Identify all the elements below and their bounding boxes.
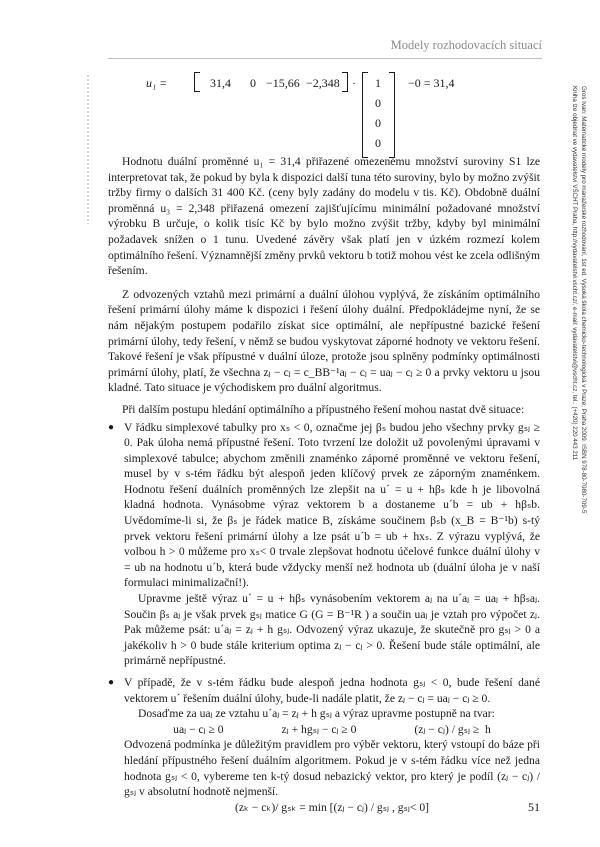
row-bracket-left	[194, 72, 200, 92]
col-value-1: 1	[375, 76, 381, 90]
row-bracket-right	[342, 72, 348, 92]
citation-line-2: Kniha lze objednat ve vydavatelství VŠCHT Praha, http://vydavatelstvi.vscht.cz/, e-mail: vydavatelstvi@vscht.cz, tel.: (+420) 220 443 211	[571, 86, 578, 461]
equation-lhs: u₁ =	[146, 76, 168, 90]
bullet-1-text-2: Upravme ještě výraz u´ = u + hβₛ vynásobením vektorem aⱼ na u´aⱼ = uaⱼ + hβₛaⱼ. Součin βₛ aⱼ je však prvek gₛⱼ matice G (G = B⁻¹R ) a součin uaⱼ je vztah pro výpočet zⱼ. Pak můžeme psát: u´aⱼ = zⱼ + h gₛⱼ. Odvozený výraz ukazuje, že skutečně pro gₛⱼ > 0 a jakékoliv h > 0 bude stále kriterium optima zⱼ − cⱼ > 0. Řešení bude stále optimální, ale primárně nepřípustné.	[124, 592, 540, 668]
row-value-2: 0	[250, 76, 256, 90]
bullet-item-2	[108, 675, 540, 815]
page-number: 51	[528, 800, 540, 814]
paragraph-2: Z odvozených vztahů mezi primární a duální úlohou vyplývá, že získáním optimálního řešení primární úlohy máme k dispozici i řešení úlohy duální. Předpokládejme nyní, že se nám nějakým postupem podařilo získat sice optimální, ale nepřípustné bazické řešení primární úlohy, tedy řešení, v němž se budou vyskytovat záporné hodnoty ve vektoru řešení. Takové řešení je však přípustné v duální úloze, protože jsou splněny podmínky optimálnosti primární úlohy, platí, že všechna zⱼ − cⱼ = c_BB⁻¹aⱼ − cⱼ = uaⱼ − cⱼ ≥ 0 a prvky vektoru u jsou kladné. Tato situace je východiskem pro duální algoritmus.	[108, 287, 540, 395]
bullet-marker: ●	[108, 677, 115, 688]
col-value-2: 0	[375, 96, 381, 110]
citation-sidebar	[550, 86, 590, 586]
bullet-2-final-equation: (zₖ − cₖ)/ gₛₖ = min [(zⱼ − cⱼ) / gₛⱼ , gₛⱼ< 0]	[234, 800, 430, 814]
bullet-2-text-3: Odvozená podmínka je důležitým pravidlem pro výběr vektoru, který vstoupí do báze při hledání přípustného řešení duálním algoritmem. Pokud je v s-tém řádku více než jedna hodnota gₛⱼ < 0, vybereme ten k-tý dosud nebazický vektor, pro který je podíl (zⱼ − cⱼ) / gₛⱼ v absolutní hodnotě nejmenší.	[124, 738, 540, 799]
margin-dot-pattern	[86, 74, 90, 224]
header-rule	[108, 58, 542, 59]
bullet-2-equation-line: uaⱼ − cⱼ ≥ 0 zⱼ + hgₛⱼ − cⱼ ≥ 0 (zⱼ − cⱼ) / gₛⱼ ≥ h	[173, 722, 491, 736]
bullet-marker: ●	[108, 421, 115, 433]
paragraph-3: Při dalším postupu hledání optimálního a přípustného řešení mohou nastat dvě situace:	[122, 402, 525, 416]
row-value-3: −15,66	[266, 76, 300, 90]
running-header: Modely rozhodovacích situací	[390, 38, 542, 52]
dot-operator: ·	[352, 76, 356, 90]
row-value-1: 31,4	[210, 76, 231, 90]
row-value-4: −2,348	[306, 76, 340, 90]
bullet-2-text-1: V případě, že v s-tém řádku bude alespoň jedna hodnota gₛⱼ < 0, bude řešení dané vektorem u´ řešením duální úlohy, bude-li nadále platit, že zⱼ − cⱼ = uaⱼ − cⱼ ≥ 0.	[124, 676, 540, 705]
paragraph-1: Hodnotu duální proměnné u₁ = 31,4 přiřazené omezenému množství suroviny S1 lze interpretovat tak, že pokud by byla k dispozici další tuna této suroviny, bylo by možno zvýšit tržby firmy o dalších 31 400 Kč. (ceny byly zadány do modelu v tis. Kč). Obdobně duální proměnná u₃ = 2,348 přiřazená omezení zajišťujícímu minimální požadované množství výrobku B určuje, o kolik tisíc Kč by bylo možno zvýšit tržby, kdyby byl minimální požadavek snížen o 1 tunu. Uvedené závěry však platí jen v úzkém rozmezí kolem optimálního řešení. Významnější změny prvků vektoru b totiž mohou vést ke zcela odlišným řešením.	[108, 155, 540, 278]
bullet-item-1	[108, 420, 540, 670]
dual-variable-equation	[146, 72, 476, 162]
bullet-2-text-2: Dosaďme za uaⱼ ze vztahu u´aⱼ = zⱼ + h gₛⱼ a výraz upravme postupně na tvar:	[138, 707, 495, 721]
equation-rhs: −0 = 31,4	[408, 76, 455, 90]
citation-line-1: Gros Ivan: Matematické modely pro manažerské rozhodování, 1st ed. Vysoká škola chemicko-technologická v Praze, Praha 2009. ISBN 978-80-7080-709-5	[580, 86, 587, 514]
col-value-4: 0	[375, 136, 381, 150]
col-value-3: 0	[375, 116, 381, 130]
bullet-1-text-1: V řádku simplexové tabulky pro xₛ < 0, označme jej βₛ budou jeho všechny prvky gₛⱼ ≥ 0. Pak úloha nemá přípustné řešení. Toto tvrzení lze doložit už povolenými úpravami v simplexové tabulce; abychom změnili znaménko záporné proměnné ve vektoru řešení, musel by v s-tém řádku být alespoň jeden klíčový prvek ze záporným znaménkem. Hodnotu řešení duálních proměnných lze zlepšit na u´ = u + hβₛ kde h je libovolná kladná hodnota. Vynásobme výraz vektorem b a dostaneme u´b = ub + hβₛb. Uvědomíme-li si, že βₛ je řádek matice B, získáme součinem βₛb (x_B = B⁻¹b) s-tý prvek vektoru řešení primární úlohy a lze psát u´b = ub + hxₛ. Z výrazu vyplývá, že volbou h > 0 můžeme pro xₛ< 0 trvale zlepšovat hodnotu účelové funkce duální úlohy v = ub na hodnotu u´b, která bude vždycky menší než hodnota ub (duální úloha je v naší formulaci minimalizační!).	[124, 420, 540, 590]
col-bracket-right	[389, 72, 395, 158]
main-text	[108, 154, 540, 815]
